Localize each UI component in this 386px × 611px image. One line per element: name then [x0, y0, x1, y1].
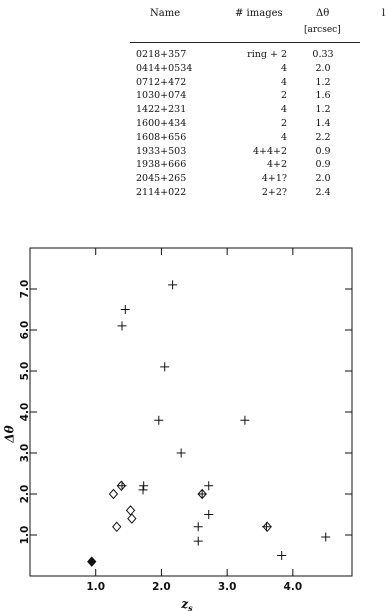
- data-point-plus: [168, 280, 177, 289]
- header-images: # images: [235, 8, 283, 19]
- data-point-plus: [139, 485, 148, 494]
- delta-theta-value: 0.9: [315, 145, 331, 157]
- image-count: 4: [280, 76, 287, 88]
- image-count: 4: [280, 131, 287, 143]
- x-tick-label: 3.0: [217, 581, 237, 593]
- y-tick-label: 1.0: [19, 525, 31, 545]
- data-point-diamond: [128, 514, 136, 523]
- image-count: 4+4+2: [252, 145, 287, 157]
- y-tick-label: 4.0: [19, 402, 31, 422]
- delta-theta-value: 0.9: [315, 159, 331, 171]
- data-point-plus: [204, 481, 213, 490]
- data-point-diamond-filled: [88, 557, 96, 566]
- data-point-plus: [204, 510, 213, 519]
- lens-name: 0218+357: [136, 49, 187, 60]
- data-point-plus: [118, 321, 127, 330]
- y-tick-label: 2.0: [19, 484, 31, 504]
- delta-theta-value: 2.2: [315, 131, 331, 143]
- lens-name: 2114+022: [136, 187, 187, 198]
- lens-name: 1030+074: [136, 90, 187, 102]
- data-point-diamond: [113, 522, 121, 531]
- image-count: 4+1?: [261, 173, 287, 185]
- image-count: 4: [280, 62, 287, 74]
- lens-name: 1600+434: [136, 118, 187, 129]
- lens-name: 0414+0534: [136, 62, 193, 74]
- y-tick-label: 5.0: [19, 361, 31, 381]
- lens-name: 2045+265: [136, 173, 187, 185]
- x-tick-label: 4.0: [283, 581, 303, 593]
- image-count: 4: [280, 104, 287, 116]
- delta-theta-value: 0.33: [312, 49, 334, 60]
- lens-name: 1422+231: [136, 104, 187, 116]
- lens-name: 0712+472: [136, 76, 187, 88]
- image-count: 2: [280, 118, 287, 129]
- y-tick-label: 3.0: [19, 443, 31, 463]
- image-count: 2: [280, 90, 287, 102]
- delta-theta-value: 2.0: [315, 173, 331, 185]
- delta-theta-value: 1.6: [315, 90, 331, 102]
- scatter-plot: [0, 238, 386, 611]
- data-point-plus: [194, 522, 203, 531]
- data-point-plus: [139, 481, 148, 490]
- data-point-plus: [240, 416, 249, 425]
- header-delta-theta: Δθ: [316, 8, 330, 19]
- data-point-diamond: [109, 490, 117, 499]
- image-count: ring + 2: [247, 49, 287, 60]
- data-point-plus: [277, 551, 286, 560]
- x-axis-label: $z_s$: [181, 597, 193, 611]
- lens-table: [130, 0, 386, 205]
- data-point-plus: [321, 533, 330, 542]
- lens-name: 1608+656: [136, 131, 187, 143]
- lens-name: 1938+666: [136, 159, 187, 171]
- image-count: 4+2: [266, 159, 287, 171]
- plot-frame: [30, 248, 352, 576]
- lens-name: 1933+503: [136, 145, 187, 157]
- header-name: Name: [150, 8, 181, 19]
- y-tick-label: 7.0: [19, 279, 31, 299]
- data-point-plus: [177, 449, 186, 458]
- image-count: 2+2?: [261, 187, 287, 198]
- table-rule: [130, 42, 360, 43]
- data-point-diamond: [127, 506, 135, 515]
- data-point-plus: [121, 305, 130, 314]
- data-point-plus: [198, 490, 207, 499]
- header-truncated: l: [382, 8, 386, 19]
- data-point-plus: [160, 362, 169, 371]
- delta-theta-value: 1.2: [315, 76, 331, 88]
- x-tick-label: 1.0: [86, 581, 106, 593]
- y-axis-label: Δθ: [2, 425, 17, 443]
- header-delta-theta-unit: [arcsec]: [304, 25, 341, 35]
- x-tick-label: 2.0: [152, 581, 171, 593]
- delta-theta-value: 2.4: [315, 187, 331, 198]
- data-point-plus: [194, 537, 203, 546]
- delta-theta-value: 1.2: [315, 104, 331, 116]
- delta-theta-value: 2.0: [315, 62, 331, 74]
- y-tick-label: 6.0: [19, 320, 31, 340]
- delta-theta-value: 1.4: [315, 118, 331, 129]
- data-point-plus: [154, 416, 163, 425]
